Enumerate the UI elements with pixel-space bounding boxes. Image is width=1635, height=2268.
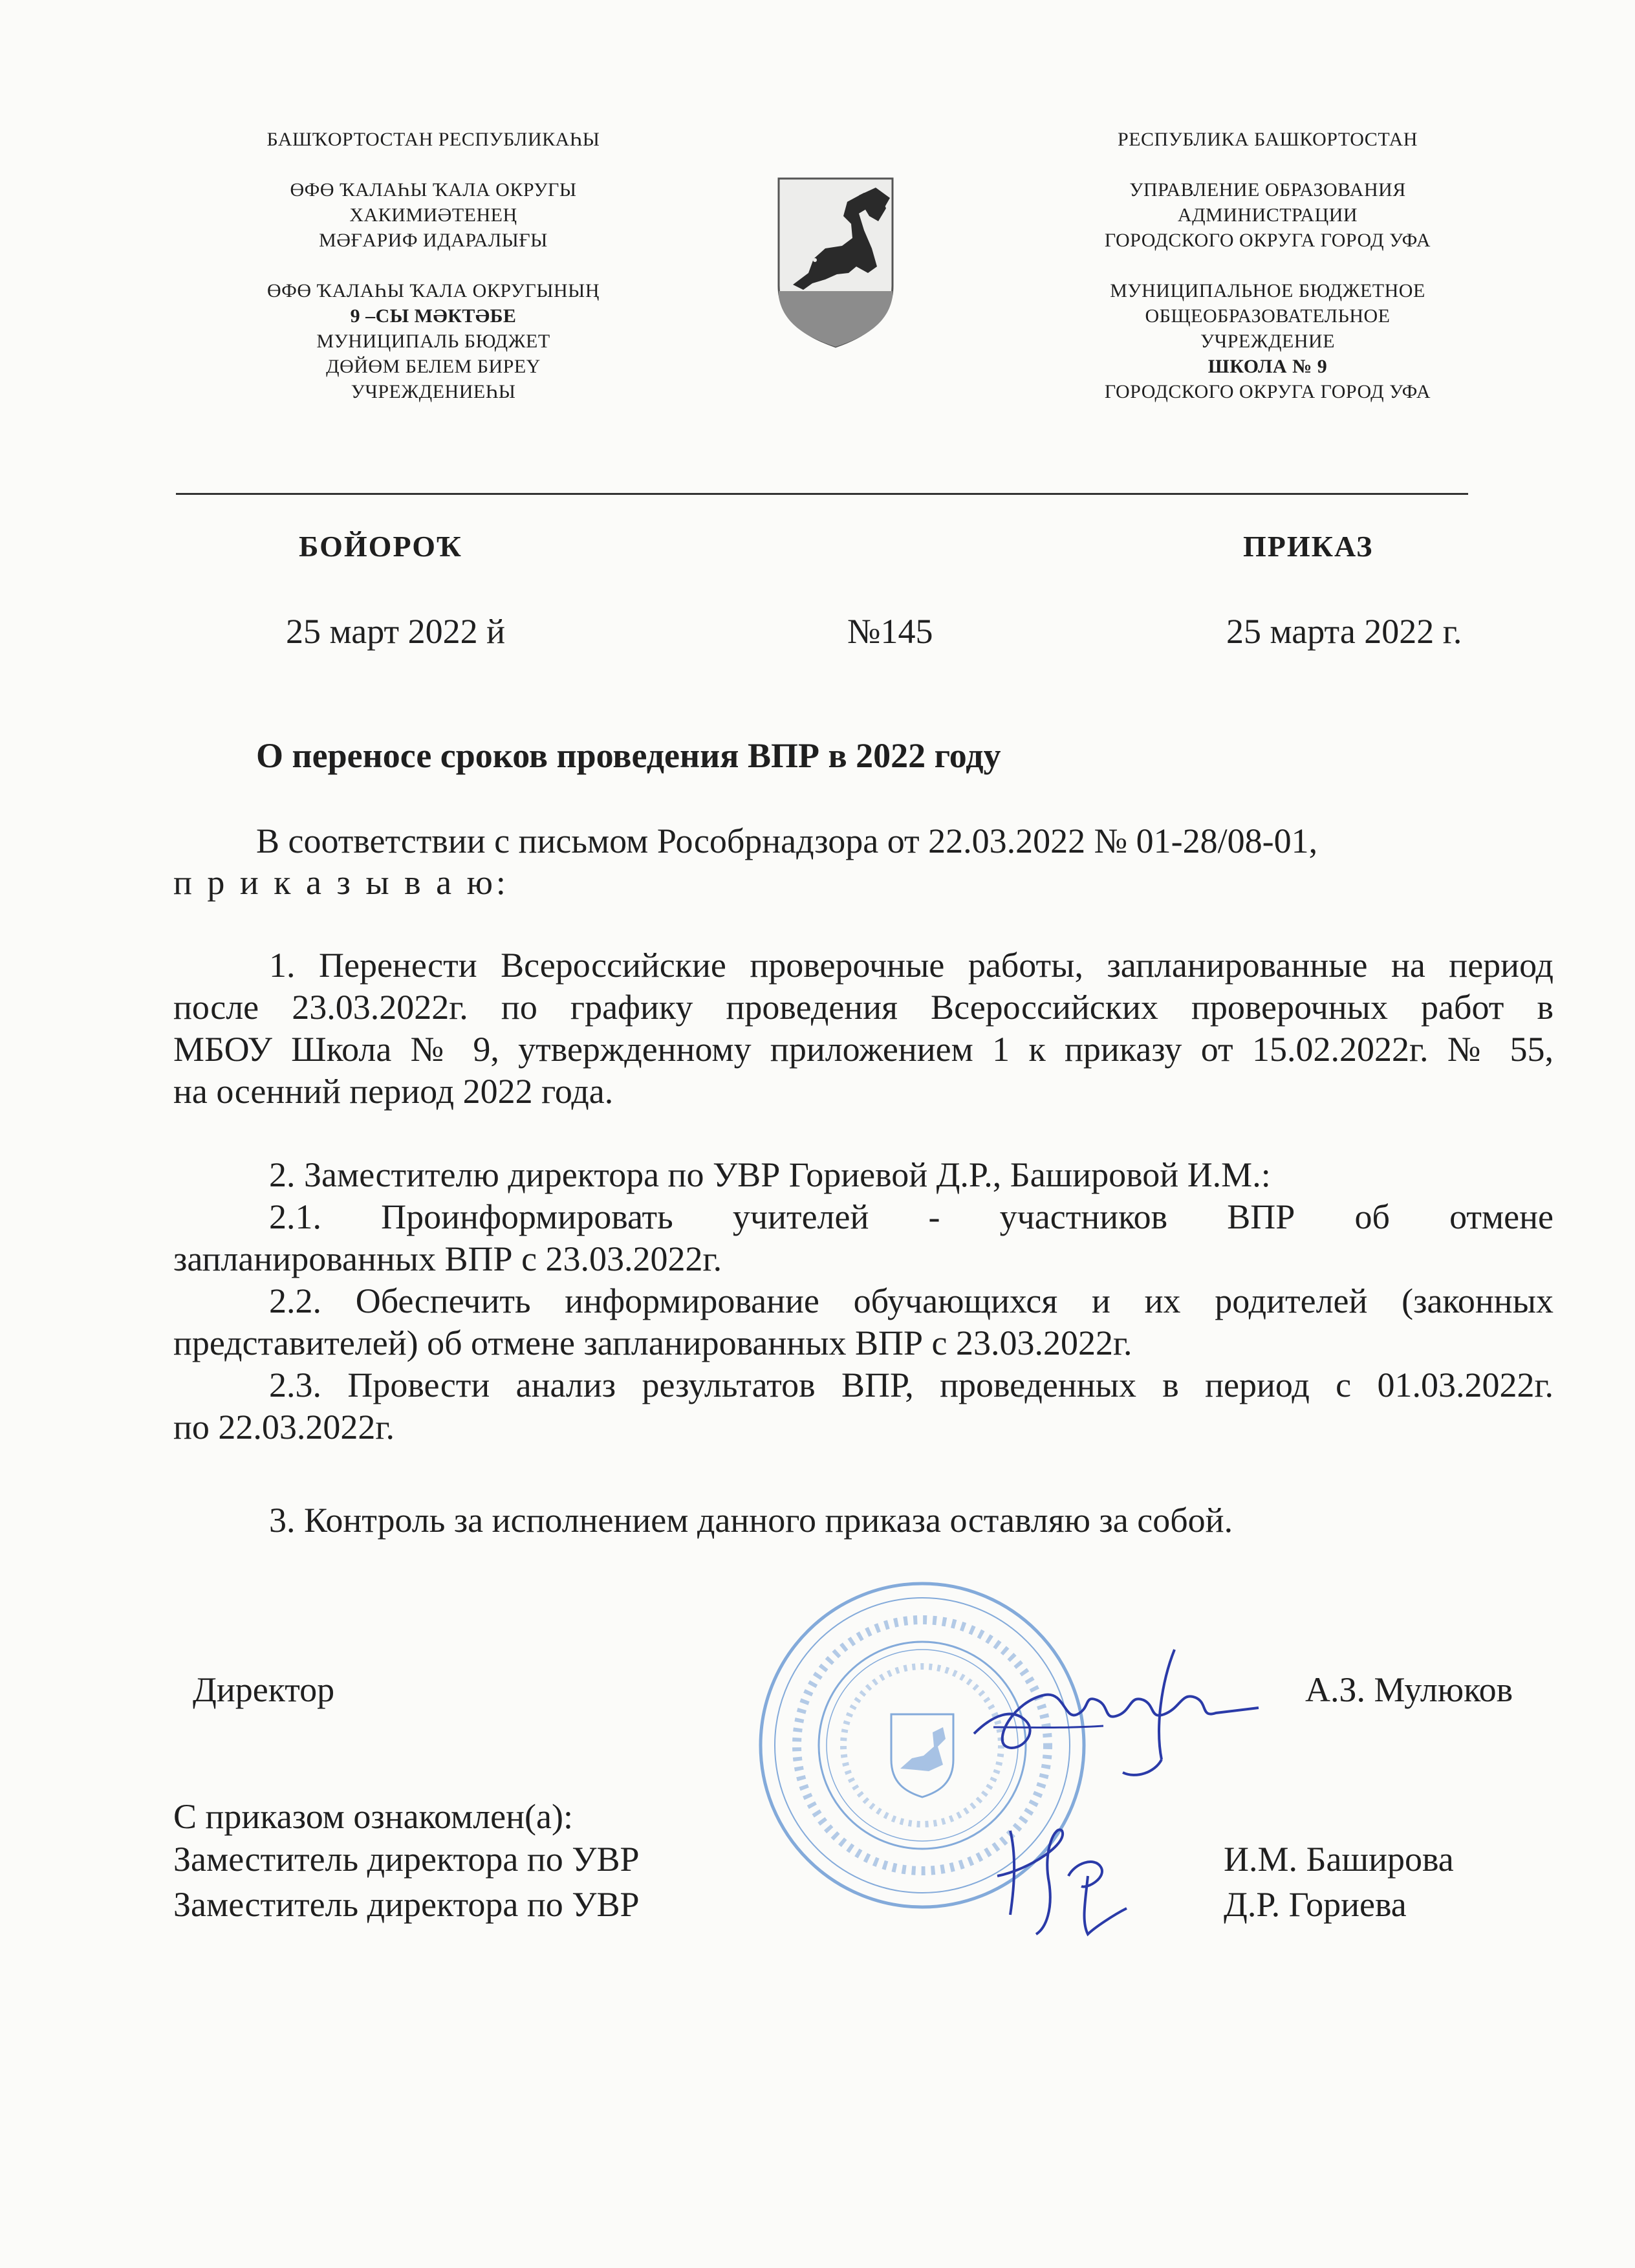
- header-right-line: УЧРЕЖДЕНИЕ: [1200, 331, 1336, 352]
- title-russian: ПРИКАЗ: [1243, 530, 1374, 563]
- header-right-line: УПРАВЛЕНИЕ ОБРАЗОВАНИЯ: [1129, 179, 1406, 201]
- coat-of-arms-ufa-marten-icon: [775, 176, 896, 349]
- header-left-line: ХАКИМИӘТЕНЕҢ: [349, 204, 517, 226]
- header-right-line: АДМИНИСТРАЦИИ: [1177, 204, 1358, 226]
- item-3: 3. Контроль за исполнением данного приказа оставляю за собой.: [269, 1501, 1233, 1540]
- date-bashkir: 25 март 2022 й: [286, 612, 506, 651]
- acknowledgement-position: Заместитель директора по УВР: [173, 1840, 640, 1879]
- order-verb: п р и к а з ы в а ю:: [173, 863, 509, 902]
- header-left-line: МӘҒАРИФ ИДАРАЛЫҒЫ: [319, 230, 548, 251]
- item-2-3-cont: по 22.03.2022г.: [173, 1408, 395, 1446]
- item-1-line: на осенний период 2022 года.: [173, 1072, 614, 1111]
- item-1-line: после 23.03.2022г. по графику проведения Всероссийских проверочных работ в: [173, 988, 1554, 1027]
- header-left-line: УЧРЕЖДЕНИЕҺЫ: [351, 381, 516, 402]
- header-left-republic: БАШҠОРТОСТАН РЕСПУБЛИКАҺЫ: [266, 129, 600, 150]
- acknowledgement-name: И.М. Баширова: [1224, 1840, 1454, 1879]
- header-right-school: ШКОЛА № 9: [1207, 356, 1328, 377]
- director-position: Директор: [193, 1670, 335, 1709]
- item-2-2: 2.2. Обеспечить информирование обучающихся и их родителей (законных: [269, 1281, 1554, 1320]
- header-right-line: ГОРОДСКОГО ОКРУГА ГОРОД УФА: [1104, 230, 1431, 251]
- acknowledgement-position: Заместитель директора по УВР: [173, 1885, 640, 1924]
- header-left-line: МУНИЦИПАЛЬ БЮДЖЕТ: [316, 331, 550, 352]
- preamble: В соответствии с письмом Рособрнадзора от 22.03.2022 № 01-28/08-01,: [256, 822, 1318, 860]
- item-1: [173, 944, 1554, 1113]
- item-2-1: 2.1. Проинформировать учителей - участников ВПР об отмене: [269, 1197, 1554, 1236]
- title-bashkir: БОЙОРОҠ: [299, 530, 463, 563]
- item-2-3: 2.3. Провести анализ результатов ВПР, проведенных в период с 01.03.2022г.: [269, 1366, 1554, 1404]
- header-left-school: 9 –СЫ МӘКТӘБЕ: [350, 305, 517, 327]
- header-left-line: ДӨЙӨМ БЕЛЕМ БИРЕҮ: [326, 356, 541, 377]
- date-russian: 25 марта 2022 г.: [1226, 612, 1462, 651]
- deputy-signature: [991, 1805, 1140, 1947]
- item-2-heading: 2. Заместителю директора по УВР Гориевой Д.Р., Башировой И.М.:: [269, 1155, 1271, 1194]
- header-right-republic: РЕСПУБЛИКА БАШКОРТОСТАН: [1118, 129, 1418, 150]
- item-2: [173, 1154, 1554, 1448]
- item-2-1-cont: запланированных ВПР с 23.03.2022г.: [173, 1239, 722, 1278]
- director-name: А.З. Мулюков: [1305, 1670, 1513, 1709]
- item-1-line: 1. Перенести Всероссийские проверочные работы, запланированные на период: [269, 946, 1554, 985]
- director-signature: [968, 1630, 1265, 1785]
- header-divider: [176, 493, 1468, 495]
- item-2-2-cont: представителей) об отмене запланированных ВПР с 23.03.2022г.: [173, 1324, 1132, 1362]
- header-right: [1061, 127, 1475, 404]
- order-number: №145: [847, 612, 933, 651]
- header-left-line: ӨФӨ ҠАЛАҺЫ ҠАЛА ОКРУГЫНЫҢ: [266, 280, 600, 301]
- acknowledgement-name: Д.Р. Гориева: [1224, 1885, 1407, 1924]
- header-left: [220, 127, 647, 404]
- order-subject: О переносе сроков проведения ВПР в 2022 году: [256, 736, 1001, 775]
- header-right-line: ОБЩЕОБРАЗОВАТЕЛЬНОЕ: [1145, 305, 1391, 327]
- header-right-line: МУНИЦИПАЛЬНОЕ БЮДЖЕТНОЕ: [1110, 280, 1425, 301]
- item-1-line: МБОУ Школа № 9, утвержденному приложением 1 к приказу от 15.02.2022г. № 55,: [173, 1030, 1554, 1069]
- header-right-line: ГОРОДСКОГО ОКРУГА ГОРОД УФА: [1104, 381, 1431, 402]
- header-left-line: ӨФӨ ҠАЛАҺЫ ҠАЛА ОКРУГЫ: [290, 179, 577, 201]
- acknowledgement-heading: С приказом ознакомлен(а):: [173, 1797, 573, 1836]
